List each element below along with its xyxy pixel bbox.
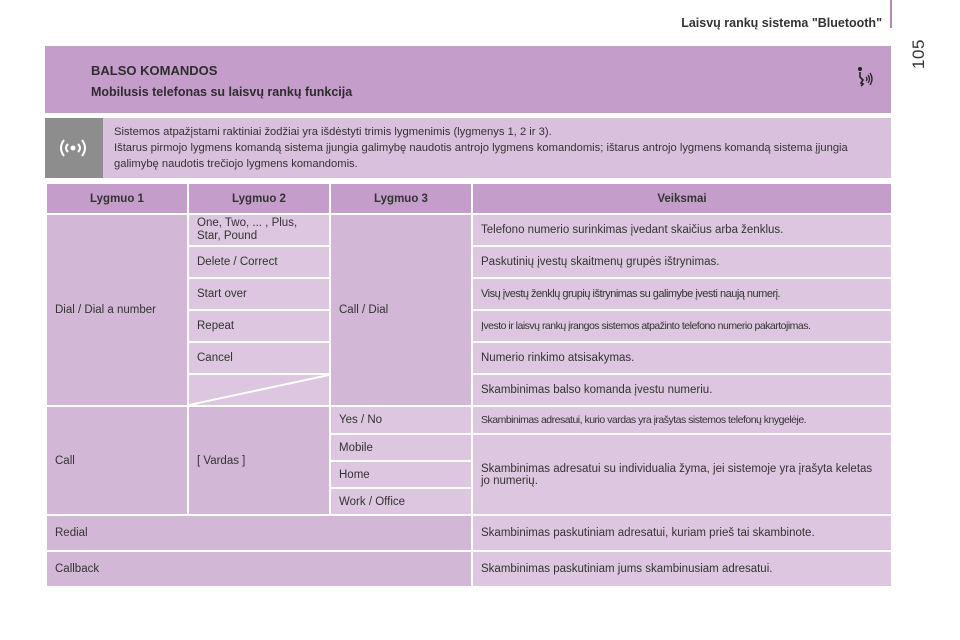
header-level-3: Lygmuo 3 xyxy=(330,183,472,214)
header-rule xyxy=(890,0,892,28)
call-level1-cell: Call xyxy=(46,406,188,515)
call-level2-cell: [ Vardas ] xyxy=(188,406,330,515)
redial-cell: Redial xyxy=(46,515,472,551)
banner-title: BALSO KOMANDOS xyxy=(91,63,218,78)
info-text xyxy=(114,124,884,172)
redial-action-cell: Skambinimas paskutiniam adresatui, kuriam prieš tai skambinote. xyxy=(472,515,892,551)
info-line-2: Ištarus pirmojo lygmens komandą sistema įjungia galimybę naudotis antrojo lygmens komandomis; ištarus antrojo lygmens komandą sistema įjungia galimybę naudotis trečiojo lygmens komandomis. xyxy=(114,142,848,170)
dial-action-cell: Visų įvestų ženklų grupių ištrynimas su galimybe įvesti naują numerį. xyxy=(472,278,892,310)
call-mobile-cell: Mobile xyxy=(330,434,472,461)
section-title: Laisvų rankų sistema "Bluetooth" xyxy=(681,16,882,30)
page-number: 105 xyxy=(909,39,929,69)
voice-commands-table xyxy=(45,182,893,588)
dial-level2-cell: Start over xyxy=(188,278,330,310)
info-line-1: Sistemos atpažįstami raktiniai žodžiai yra išdėstyti trimis lygmenimis (lygmenys 1, 2 ir 3). xyxy=(114,126,552,138)
dial-level3-cell: Call / Dial xyxy=(330,214,472,406)
table-header-row xyxy=(46,183,892,214)
dial-level2-cell: Cancel xyxy=(188,342,330,374)
info-box xyxy=(45,118,891,178)
info-icon-box xyxy=(45,118,103,178)
table-row xyxy=(46,214,892,246)
header-actions: Veiksmai xyxy=(472,183,892,214)
table-row xyxy=(46,515,892,551)
empty-diagonal-cell xyxy=(188,374,330,406)
table-row xyxy=(46,551,892,587)
header-level-2: Lygmuo 2 xyxy=(188,183,330,214)
dial-level2-cell: Repeat xyxy=(188,310,330,342)
table-row xyxy=(46,406,892,434)
header-level-1: Lygmuo 1 xyxy=(46,183,188,214)
dial-level2-cell: Delete / Correct xyxy=(188,246,330,278)
dial-action-cell: Paskutinių įvestų skaitmenų grupės ištrynimas. xyxy=(472,246,892,278)
banner-subtitle: Mobilusis telefonas su laisvų rankų funkcija xyxy=(91,85,353,99)
dial-action-cell: Telefono numerio surinkimas įvedant skaičius arba ženklus. xyxy=(472,214,892,246)
call-tags-action-cell: Skambinimas adresatui su individualia žyma, jei sistemoje yra įrašyta keletas jo numerių. xyxy=(472,434,892,515)
voice-speaking-icon xyxy=(855,64,875,92)
diagonal-line xyxy=(189,375,329,405)
call-yesno-action-cell: Skambinimas adresatui, kurio vardas yra įrašytas sistemos telefonų knygelėje. xyxy=(472,406,892,434)
callback-cell: Callback xyxy=(46,551,472,587)
callback-action-cell: Skambinimas paskutiniam jums skambinusiam adresatui. xyxy=(472,551,892,587)
dial-action-cell: Numerio rinkimo atsisakymas. xyxy=(472,342,892,374)
dial-action-cell: Skambinimas balso komanda įvestu numeriu. xyxy=(472,374,892,406)
dial-action-cell: Įvesto ir laisvų rankų įrangos sistemos atpažinto telefono numerio pakartojimas. xyxy=(472,310,892,342)
call-home-cell: Home xyxy=(330,461,472,488)
commands-banner xyxy=(45,46,891,113)
dial-digits-cell: One, Two, ... , Plus, Star, Pound xyxy=(188,214,330,246)
call-yesno-cell: Yes / No xyxy=(330,406,472,434)
dial-level1-cell: Dial / Dial a number xyxy=(46,214,188,406)
sound-waves-icon xyxy=(59,135,89,161)
call-office-cell: Work / Office xyxy=(330,488,472,515)
